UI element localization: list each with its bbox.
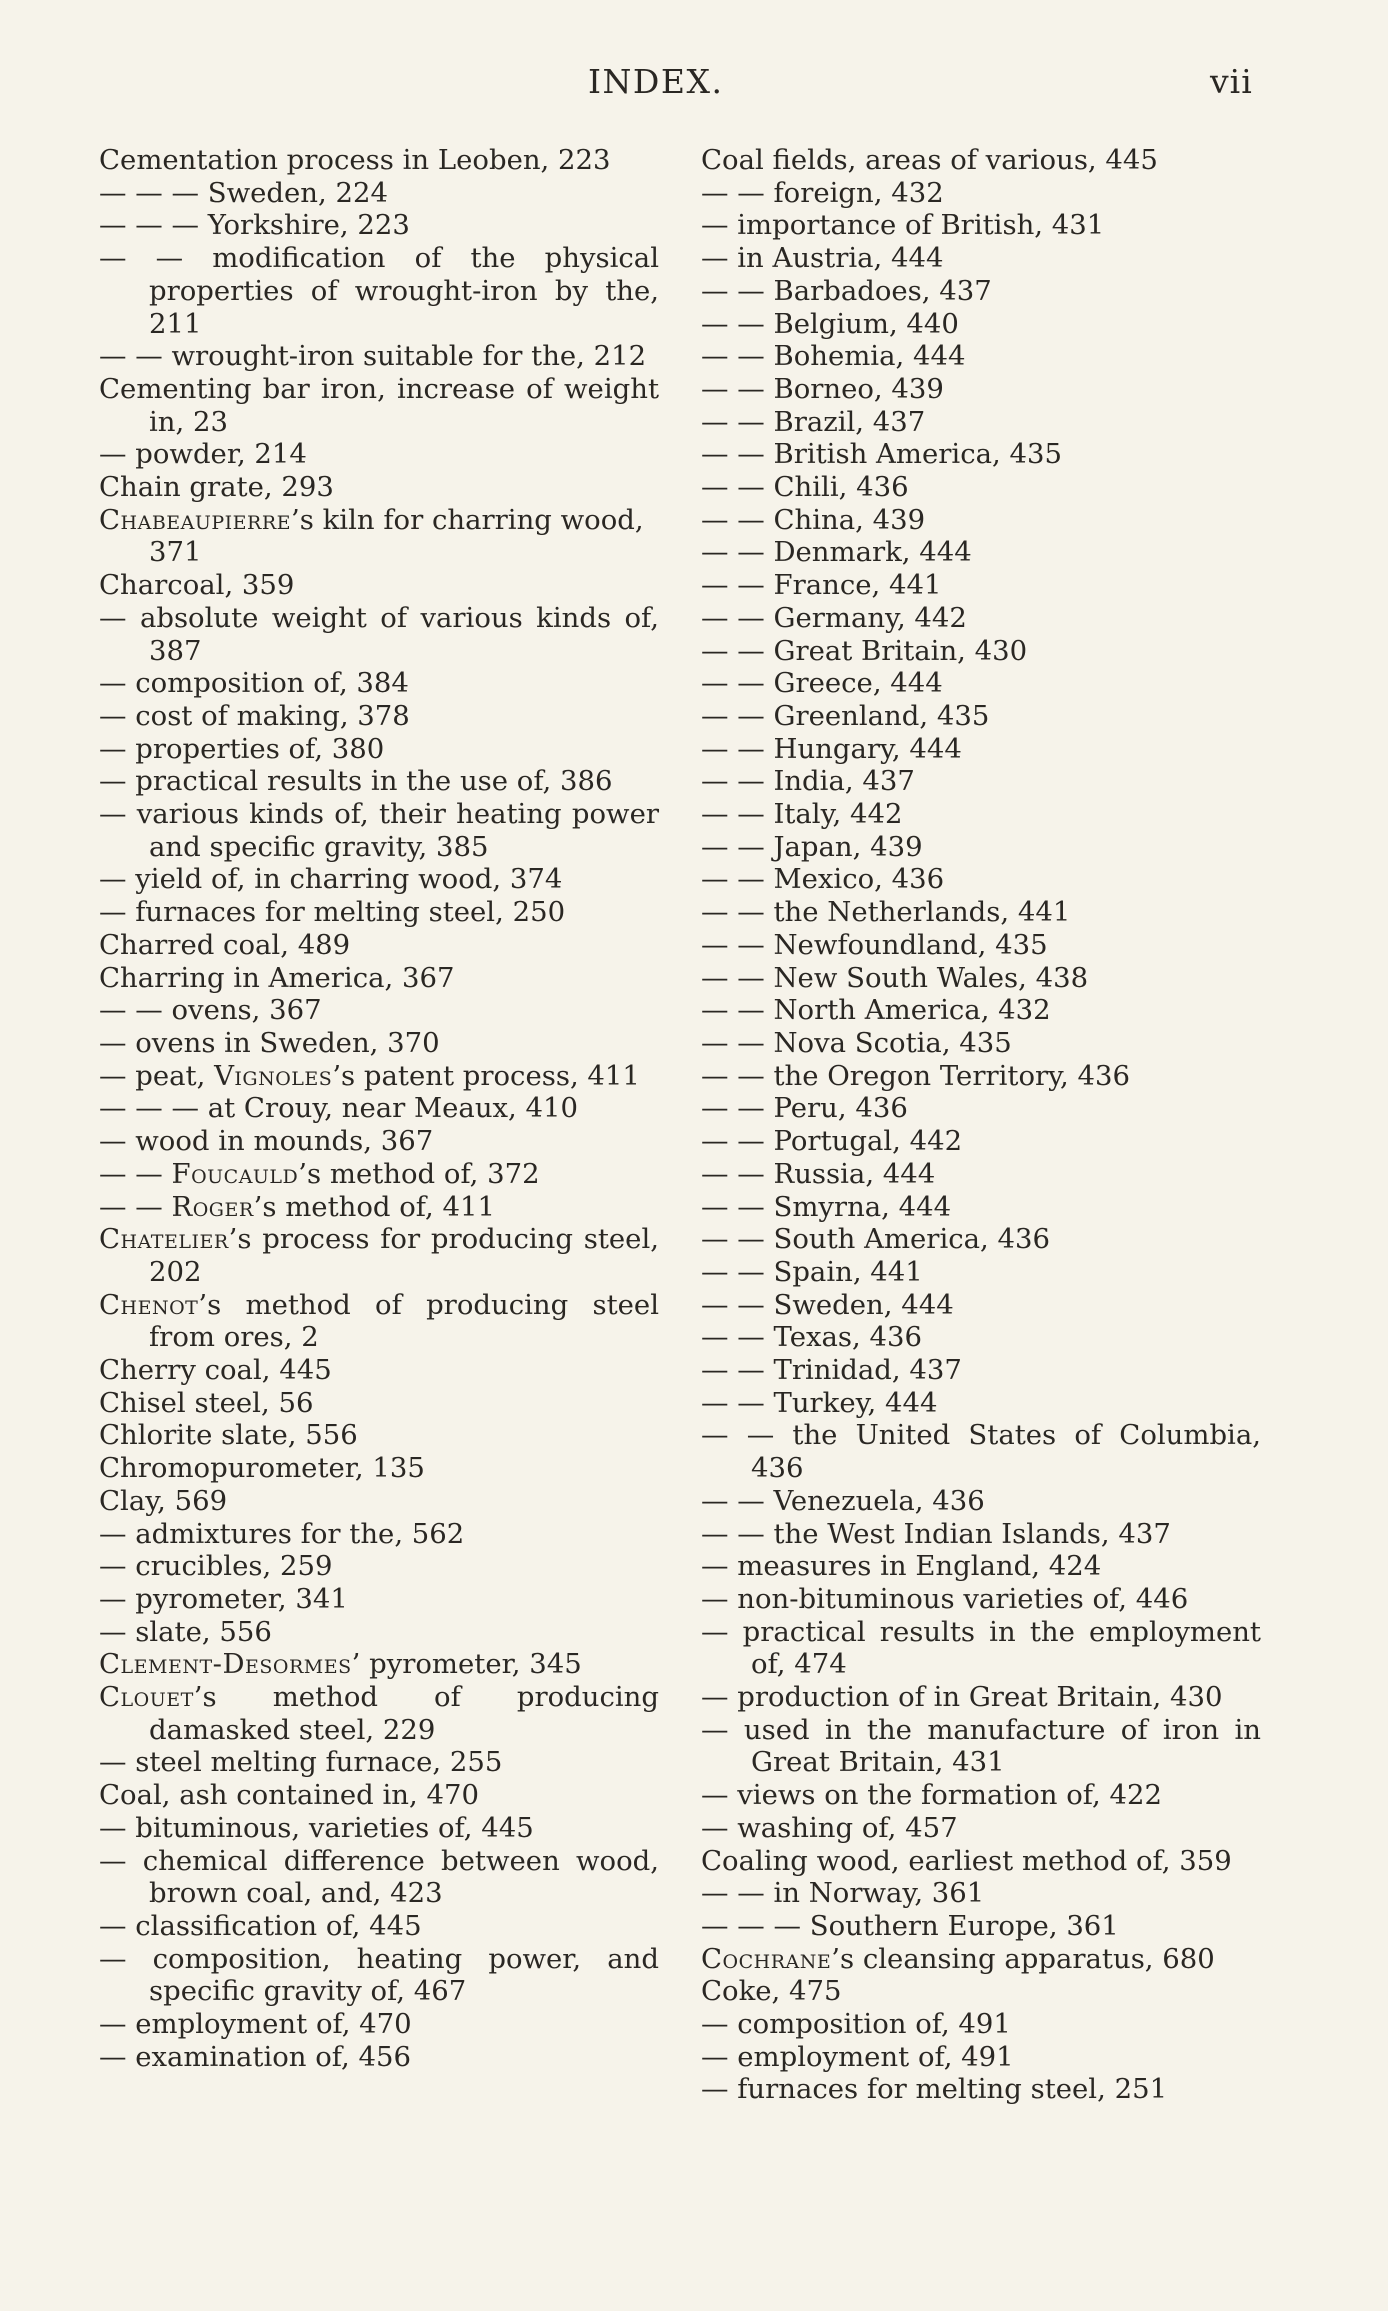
- index-entry: [701, 863, 1261, 896]
- index-entry: [701, 1616, 1261, 1681]
- index-entry: [701, 798, 1261, 831]
- entry-prefix: — —: [99, 1190, 172, 1223]
- index-entry: [701, 1321, 1261, 1354]
- entry-text: — examination of, 456: [99, 2040, 411, 2073]
- index-entry: [701, 340, 1261, 373]
- index-entry: [701, 700, 1261, 733]
- entry-text: — — Greenland, 435: [701, 699, 990, 732]
- index-entry: [99, 242, 659, 340]
- entry-text: Charred coal, 489: [99, 928, 351, 961]
- entry-text: Chisel steel, 56: [99, 1386, 314, 1419]
- index-entry: [701, 569, 1261, 602]
- entry-name-small-caps: Roger: [171, 1190, 254, 1223]
- entry-text: ’s patent process, 411: [332, 1059, 640, 1092]
- index-entry: [701, 929, 1261, 962]
- entry-text: — wood in mounds, 367: [99, 1125, 434, 1158]
- entry-name-small-caps: Chenot: [99, 1288, 199, 1321]
- index-entry: [701, 308, 1261, 341]
- entry-text: — classification of, 445: [99, 1909, 422, 1942]
- entry-text: — measures in England, 424: [701, 1550, 1102, 1583]
- index-column-left: [99, 144, 659, 2073]
- index-entry: [99, 1910, 659, 1943]
- index-entry: [701, 373, 1261, 406]
- entry-text: — — Mexico, 436: [701, 863, 945, 896]
- index-entry: [99, 504, 659, 569]
- index-entry: [99, 1681, 659, 1746]
- entry-text: — steel melting furnace, 255: [99, 1746, 503, 1779]
- entry-text: — — wrought-iron suitable for the, 212: [99, 340, 647, 373]
- entry-text: — — Spain, 441: [701, 1255, 923, 1288]
- index-entry: [701, 667, 1261, 700]
- entry-text: — composition of, 384: [99, 667, 409, 700]
- index-entry: [99, 177, 659, 210]
- entry-name-small-caps: Clouet: [99, 1681, 194, 1714]
- index-entry: [701, 1681, 1261, 1714]
- index-entry: [701, 438, 1261, 471]
- entry-text: — washing of, 457: [701, 1811, 958, 1844]
- index-entry: [99, 144, 659, 177]
- entry-text: — pyrometer, 341: [99, 1582, 348, 1615]
- index-entry: [701, 1191, 1261, 1224]
- entry-text: — — ovens, 367: [99, 994, 322, 1027]
- index-entry: [701, 504, 1261, 537]
- index-entry: [701, 1943, 1261, 1976]
- entry-text: ’s method of, 372: [298, 1157, 540, 1190]
- entry-text: — — Denmark, 444: [701, 536, 972, 569]
- entry-text: ’ pyrometer, 345: [351, 1648, 582, 1681]
- entry-text: — — Greece, 444: [701, 667, 943, 700]
- entry-name-small-caps: Vignoles: [214, 1059, 333, 1092]
- entry-text: — importance of British, 431: [701, 209, 1105, 242]
- index-entry: [99, 373, 659, 438]
- entry-text: — — Germany, 442: [701, 601, 967, 634]
- index-entry: [701, 1877, 1261, 1910]
- index-entry: [701, 1975, 1261, 2008]
- index-entry: [99, 962, 659, 995]
- index-entry: [99, 1419, 659, 1452]
- index-entry: [701, 144, 1261, 177]
- index-entry: [99, 1060, 659, 1093]
- entry-text: Coke, 475: [701, 1975, 842, 2008]
- entry-prefix: — —: [99, 1157, 172, 1190]
- entry-text: Cherry coal, 445: [99, 1354, 332, 1387]
- index-entry: [99, 700, 659, 733]
- entry-text: — composition, heating power, and specific gravity of, 467: [99, 1942, 659, 2008]
- index-entry: [701, 765, 1261, 798]
- entry-text: — — China, 439: [701, 503, 926, 536]
- index-entry: [99, 733, 659, 766]
- entry-text: — — France, 441: [701, 569, 942, 602]
- index-entry: [701, 1256, 1261, 1289]
- index-entry: [99, 1452, 659, 1485]
- entry-text: — — British America, 435: [701, 438, 1062, 471]
- entry-text: — — in Norway, 361: [701, 1877, 985, 1910]
- entry-text: — non-bituminous varieties of, 446: [701, 1582, 1189, 1615]
- entry-text: — — Italy, 442: [701, 798, 903, 831]
- index-entry: [99, 1125, 659, 1158]
- entry-text: Chain grate, 293: [99, 471, 334, 504]
- index-entry: [701, 1419, 1261, 1484]
- entry-text: — — Portugal, 442: [701, 1125, 963, 1158]
- index-entry: [701, 1158, 1261, 1191]
- entry-text: — used in the manufacture of iron in Great Britain, 431: [701, 1713, 1261, 1779]
- entry-text: — various kinds of, their heating power and specific gravity, 385: [99, 798, 659, 863]
- entry-text: — — Brazil, 437: [701, 405, 926, 438]
- index-entry: [99, 1812, 659, 1845]
- index-entry: [99, 340, 659, 373]
- index-entry: [99, 929, 659, 962]
- entry-text: — — Trinidad, 437: [701, 1354, 962, 1387]
- index-entry: [701, 733, 1261, 766]
- entry-text: — — Turkey, 444: [701, 1386, 938, 1419]
- index-entry: [701, 1550, 1261, 1583]
- index-entry: [99, 1845, 659, 1910]
- entry-text: — views on the formation of, 422: [701, 1779, 1162, 1812]
- entry-text: — — the Netherlands, 441: [701, 896, 1071, 929]
- entry-text: — — Venezuela, 436: [701, 1484, 985, 1517]
- entry-text: — — Peru, 436: [701, 1092, 908, 1125]
- entry-name-small-caps: Foucauld: [171, 1157, 299, 1190]
- index-entry: [99, 2008, 659, 2041]
- index-entry: [99, 994, 659, 1027]
- index-entry: [99, 765, 659, 798]
- index-entry: [701, 275, 1261, 308]
- entry-text: — — Nova Scotia, 435: [701, 1026, 1012, 1059]
- index-entry: [701, 962, 1261, 995]
- entry-text: — — — Southern Europe, 361: [701, 1909, 1119, 1942]
- entry-text: Cementing bar iron, increase of weight in, 23: [99, 372, 659, 438]
- entry-text: — yield of, in charring wood, 374: [99, 863, 563, 896]
- entry-text: — — Hungary, 444: [701, 732, 962, 765]
- entry-text: — — modification of the physical properties of wrought-iron by the, 211: [99, 242, 659, 340]
- entry-text: — absolute weight of various kinds of, 387: [99, 601, 659, 667]
- entry-text: — — Smyrna, 444: [701, 1190, 952, 1223]
- index-entry: [701, 831, 1261, 864]
- index-entry: [99, 896, 659, 929]
- entry-text: Charring in America, 367: [99, 961, 455, 994]
- index-entry: [701, 1092, 1261, 1125]
- entry-name-small-caps: Chatelier: [99, 1223, 229, 1256]
- index-entry: [701, 635, 1261, 668]
- entry-text: ’s kiln for charring wood, 371: [149, 503, 644, 569]
- entry-text: — furnaces for melting steel, 250: [99, 896, 566, 929]
- index-entry: [701, 1354, 1261, 1387]
- index-entry: [99, 1583, 659, 1616]
- index-entry: [99, 1518, 659, 1551]
- entry-text: — — North America, 432: [701, 994, 1051, 1027]
- entry-text: — — Chili, 436: [701, 471, 909, 504]
- index-entry: [99, 1289, 659, 1354]
- index-entry: [99, 667, 659, 700]
- entry-prefix: — peat,: [99, 1059, 215, 1092]
- index-entry: [701, 602, 1261, 635]
- entry-text: — bituminous, varieties of, 445: [99, 1811, 534, 1844]
- entry-text: — — the West Indian Islands, 437: [701, 1517, 1171, 1550]
- entry-text: — employment of, 491: [701, 2040, 1014, 2073]
- entry-text: — — Texas, 436: [701, 1321, 922, 1354]
- entry-text: Coaling wood, earliest method of, 359: [701, 1844, 1232, 1877]
- entry-text: Clay, 569: [99, 1484, 228, 1517]
- index-entry: [99, 2041, 659, 2074]
- entry-text: ’s method of, 411: [253, 1190, 495, 1223]
- index-entry: [99, 1354, 659, 1387]
- entry-text: — — — at Crouy, near Meaux, 410: [99, 1092, 579, 1125]
- entry-text: — employment of, 470: [99, 2008, 412, 2041]
- index-entry: [701, 1714, 1261, 1779]
- entry-name-small-caps: Clement-Desormes: [99, 1648, 352, 1681]
- entry-text: — — Russia, 444: [701, 1157, 936, 1190]
- index-entry: [99, 1191, 659, 1224]
- entry-text: Chromopurometer, 135: [99, 1452, 425, 1485]
- index-entry: [701, 536, 1261, 569]
- entry-text: — properties of, 380: [99, 732, 385, 765]
- entry-text: — slate, 556: [99, 1615, 272, 1648]
- entry-text: — — Bohemia, 444: [701, 340, 966, 373]
- index-entry: [99, 1027, 659, 1060]
- entry-text: — — Japan, 439: [701, 830, 923, 863]
- entry-text: ’s method of producing damasked steel, 229: [149, 1681, 659, 1746]
- entry-text: — practical results in the use of, 386: [99, 765, 613, 798]
- index-entry: [701, 1223, 1261, 1256]
- index-entry: [99, 1092, 659, 1125]
- index-entry: [701, 177, 1261, 210]
- index-entry: [701, 1027, 1261, 1060]
- entry-text: — — — Sweden, 224: [99, 176, 388, 209]
- index-entry: [701, 1485, 1261, 1518]
- entry-name-small-caps: Chabeaupierre: [99, 503, 292, 536]
- page-header: [0, 62, 1388, 112]
- index-entry: [701, 471, 1261, 504]
- entry-text: — powder, 214: [99, 438, 307, 471]
- entry-text: Coal, ash contained in, 470: [99, 1779, 479, 1812]
- entry-text: — — Barbadoes, 437: [701, 274, 992, 307]
- entry-text: Charcoal, 359: [99, 569, 295, 602]
- entry-name-small-caps: Cochrane: [701, 1942, 832, 1975]
- index-entry: [701, 406, 1261, 439]
- page-title: INDEX.: [588, 62, 724, 101]
- index-entry: [99, 1779, 659, 1812]
- entry-text: ’s method of producing steel from ores, 2: [149, 1288, 659, 1354]
- entry-text: — composition of, 491: [701, 2008, 1011, 2041]
- index-entry: [701, 1060, 1261, 1093]
- index-entry: [99, 1550, 659, 1583]
- index-entry: [701, 2073, 1261, 2106]
- index-entry: [99, 1223, 659, 1288]
- entry-text: — furnaces for melting steel, 251: [701, 2073, 1168, 2106]
- entry-text: — practical results in the employment of, 474: [701, 1615, 1261, 1681]
- index-entry: [99, 1943, 659, 2008]
- index-entry: [701, 994, 1261, 1027]
- entry-text: — — South America, 436: [701, 1223, 1051, 1256]
- index-entry: [99, 1648, 659, 1681]
- entry-text: — — — Yorkshire, 223: [99, 209, 410, 242]
- index-entry: [701, 1812, 1261, 1845]
- index-entry: [701, 2008, 1261, 2041]
- index-entry: [701, 1125, 1261, 1158]
- entry-text: — crucibles, 259: [99, 1550, 333, 1583]
- entry-text: — cost of making, 378: [99, 699, 410, 732]
- index-entry: [701, 1289, 1261, 1322]
- index-entry: [701, 1583, 1261, 1616]
- index-entry: [701, 1779, 1261, 1812]
- index-entry: [99, 1387, 659, 1420]
- index-entry: [701, 1387, 1261, 1420]
- index-entry: [701, 1518, 1261, 1551]
- entry-text: — — Belgium, 440: [701, 307, 959, 340]
- entry-text: — — Great Britain, 430: [701, 634, 1028, 667]
- index-entry: [99, 438, 659, 471]
- index-entry: [99, 471, 659, 504]
- entry-text: Coal fields, areas of various, 445: [701, 144, 1158, 176]
- index-entry: [701, 209, 1261, 242]
- entry-text: — — Newfoundland, 435: [701, 928, 1048, 961]
- index-entry: [99, 209, 659, 242]
- entry-text: — admixtures for the, 562: [99, 1517, 465, 1550]
- entry-text: — — Sweden, 444: [701, 1288, 954, 1321]
- entry-text: — — the United States of Columbia, 436: [701, 1419, 1261, 1485]
- index-entry: [701, 896, 1261, 929]
- entry-text: — — foreign, 432: [701, 176, 944, 209]
- entry-text: — production of in Great Britain, 430: [701, 1681, 1223, 1714]
- index-entry: [99, 1158, 659, 1191]
- index-entry: [99, 1616, 659, 1649]
- index-entry: [99, 798, 659, 863]
- index-entry: [99, 602, 659, 667]
- entry-text: — — India, 437: [701, 765, 915, 798]
- index-entry: [99, 1485, 659, 1518]
- entry-text: — — Borneo, 439: [701, 372, 944, 405]
- index-entry: [701, 1845, 1261, 1878]
- entry-text: — in Austria, 444: [701, 242, 944, 275]
- index-entry: [701, 2041, 1261, 2074]
- entry-text: — — New South Wales, 438: [701, 961, 1089, 994]
- entry-text: — — the Oregon Territory, 436: [701, 1059, 1131, 1092]
- entry-text: — chemical difference between wood, brown coal, and, 423: [99, 1844, 659, 1910]
- entry-text: ’s cleansing apparatus, 680: [831, 1942, 1215, 1975]
- index-entry: [701, 1910, 1261, 1943]
- index-entry: [99, 863, 659, 896]
- entry-text: — ovens in Sweden, 370: [99, 1026, 440, 1059]
- entry-text: Chlorite slate, 556: [99, 1419, 358, 1452]
- index-entry: [99, 1746, 659, 1779]
- page-number: vii: [1210, 62, 1253, 101]
- entry-text: Cementation process in Leoben, 223: [99, 144, 611, 176]
- index-column-right: [701, 144, 1261, 2106]
- index-entry: [701, 242, 1261, 275]
- entry-text: ’s process for producing steel, 202: [149, 1223, 659, 1288]
- index-entry: [99, 569, 659, 602]
